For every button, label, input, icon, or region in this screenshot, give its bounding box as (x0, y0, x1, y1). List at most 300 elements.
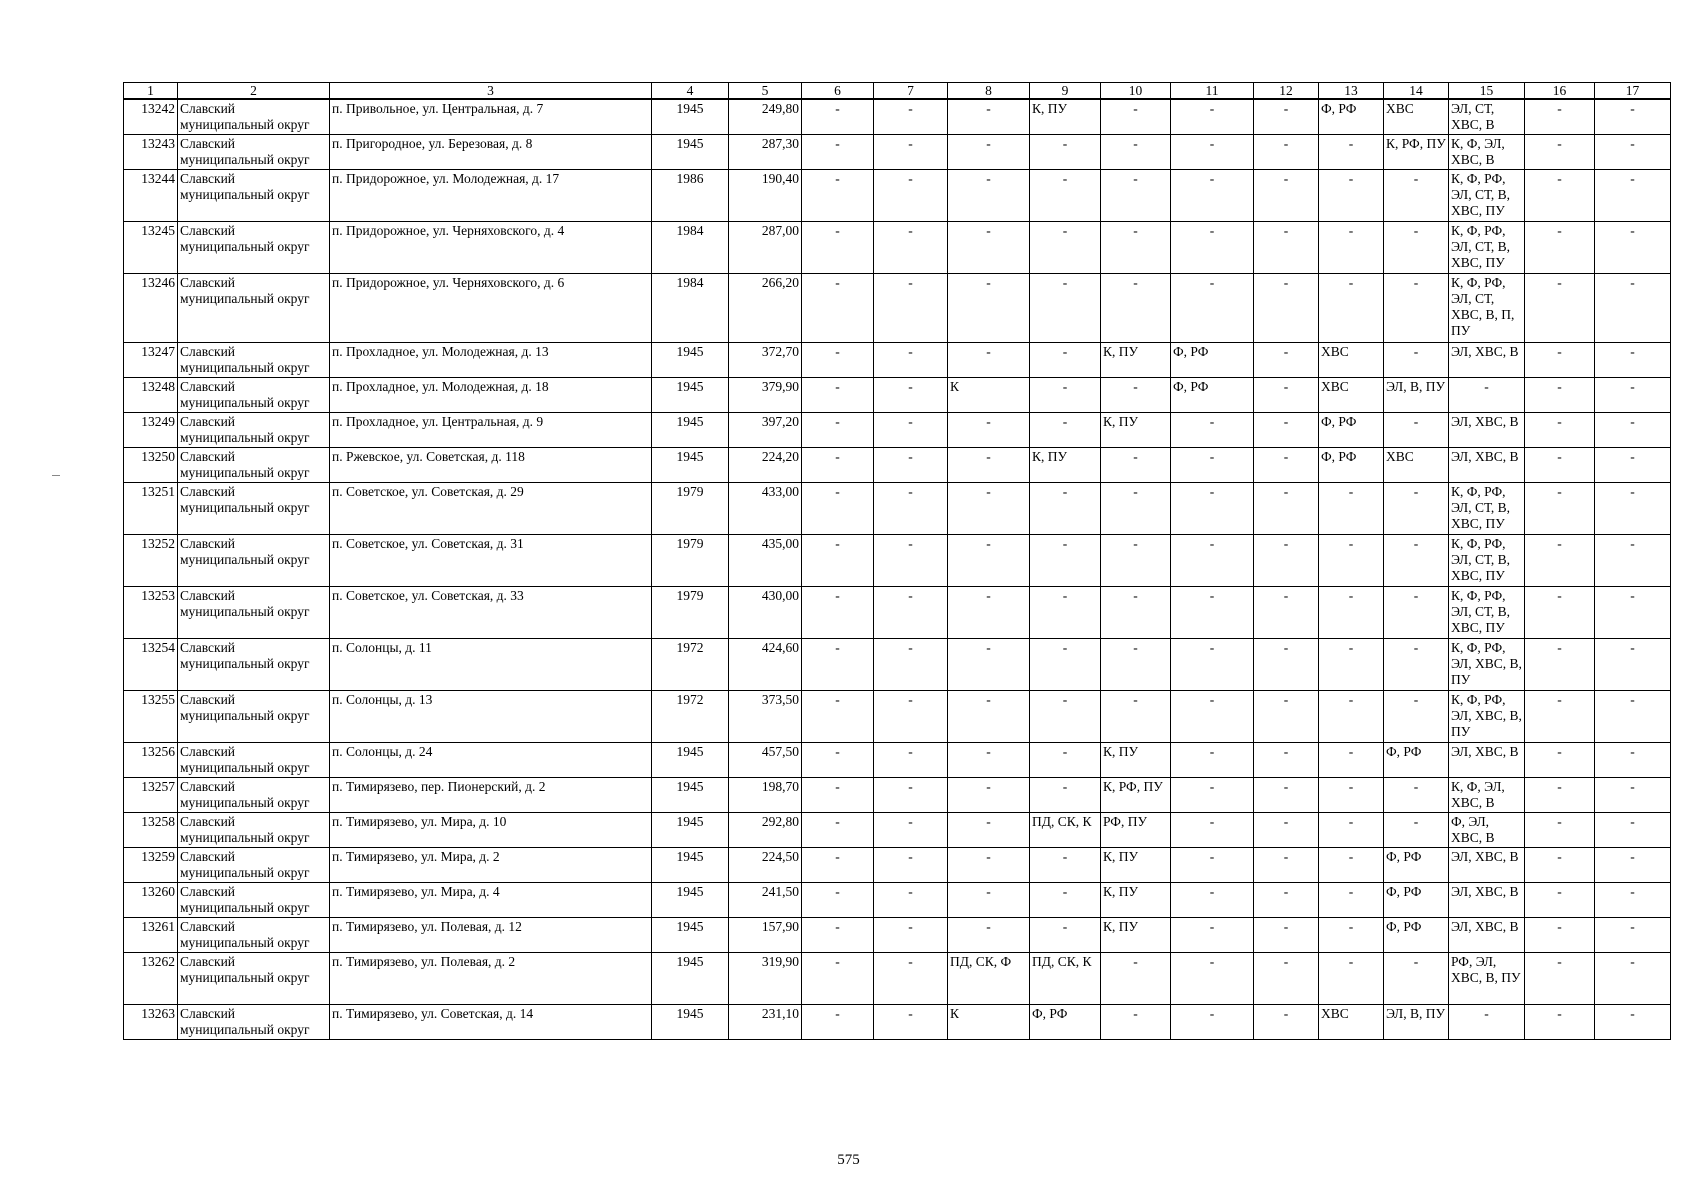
table-cell: п. Солонцы, д. 11 (330, 639, 652, 691)
table-cell: - (1254, 378, 1319, 413)
table-cell: - (1525, 483, 1595, 535)
table-cell: Ф, РФ (1319, 99, 1384, 135)
table-cell: - (1384, 343, 1449, 378)
table-cell: - (1525, 222, 1595, 274)
table-cell: - (1319, 639, 1384, 691)
table-cell: 13248 (124, 378, 178, 413)
table-cell: - (1384, 535, 1449, 587)
table-cell: 198,70 (729, 778, 802, 813)
table-cell: - (1171, 170, 1254, 222)
table-cell: - (1595, 448, 1671, 483)
table-cell: К, Ф, РФ, ЭЛ, ХВС, В, ПУ (1449, 691, 1525, 743)
table-cell: п. Тимирязево, ул. Мира, д. 10 (330, 813, 652, 848)
table-cell: - (1319, 587, 1384, 639)
table-cell: 287,30 (729, 135, 802, 170)
table-cell: - (1525, 448, 1595, 483)
table-cell: - (1171, 483, 1254, 535)
table-cell: - (1254, 483, 1319, 535)
table-cell: 157,90 (729, 918, 802, 953)
table-cell: 13243 (124, 135, 178, 170)
table-cell: ХВС (1319, 1005, 1384, 1040)
table-cell: - (948, 343, 1030, 378)
table-cell: п. Солонцы, д. 13 (330, 691, 652, 743)
table-cell: п. Тимирязево, ул. Мира, д. 4 (330, 883, 652, 918)
table-cell: - (874, 135, 948, 170)
table-cell: - (802, 483, 874, 535)
table-cell: 433,00 (729, 483, 802, 535)
table-cell: - (948, 813, 1030, 848)
table-cell: - (802, 535, 874, 587)
table-cell: 266,20 (729, 274, 802, 343)
table-cell: - (802, 378, 874, 413)
table-cell: - (1254, 953, 1319, 1005)
column-header-11: 11 (1171, 83, 1254, 100)
table-cell: - (1101, 483, 1171, 535)
table-row (124, 1005, 1671, 1040)
table-cell: 190,40 (729, 170, 802, 222)
table-cell: 1945 (652, 778, 729, 813)
table-cell: - (874, 170, 948, 222)
table-cell: - (1254, 639, 1319, 691)
table-cell: ЭЛ, ХВС, В (1449, 848, 1525, 883)
table-cell: 1945 (652, 918, 729, 953)
table-body (124, 99, 1671, 1040)
table-cell: - (1319, 953, 1384, 1005)
table-cell: - (802, 778, 874, 813)
table-cell: К (948, 1005, 1030, 1040)
table-cell: Славский муниципальный округ (178, 274, 330, 343)
table-cell: - (1525, 135, 1595, 170)
table-cell: 1979 (652, 587, 729, 639)
table-cell: 1986 (652, 170, 729, 222)
table-cell: К, РФ, ПУ (1384, 135, 1449, 170)
table-cell: Славский муниципальный округ (178, 848, 330, 883)
column-header-5: 5 (729, 83, 802, 100)
table-cell: - (948, 135, 1030, 170)
table-cell: К, РФ, ПУ (1101, 778, 1171, 813)
table-cell: - (1171, 778, 1254, 813)
table-cell: К, ПУ (1030, 448, 1101, 483)
table-cell: К, ПУ (1101, 413, 1171, 448)
table-cell: 231,10 (729, 1005, 802, 1040)
table-cell: п. Ржевское, ул. Советская, д. 118 (330, 448, 652, 483)
table-cell: - (1525, 778, 1595, 813)
column-header-13: 13 (1319, 83, 1384, 100)
table-cell: - (1254, 413, 1319, 448)
column-header-7: 7 (874, 83, 948, 100)
table-cell: ЭЛ, ХВС, В (1449, 413, 1525, 448)
table-cell: - (1319, 535, 1384, 587)
table-cell: - (1254, 1005, 1319, 1040)
table-cell: Ф, РФ (1171, 378, 1254, 413)
table-cell: ПД, СК, К (1030, 953, 1101, 1005)
table-cell: ЭЛ, ХВС, В (1449, 918, 1525, 953)
table-cell: Ф, РФ (1319, 448, 1384, 483)
column-header-6: 6 (802, 83, 874, 100)
table-cell: - (1384, 413, 1449, 448)
table-cell: ЭЛ, ХВС, В (1449, 883, 1525, 918)
table-cell: - (1030, 170, 1101, 222)
table-cell: - (874, 743, 948, 778)
table-cell: - (874, 587, 948, 639)
table-cell: - (1254, 535, 1319, 587)
table-cell: РФ, ЭЛ, ХВС, В, ПУ (1449, 953, 1525, 1005)
table-cell: - (874, 953, 948, 1005)
table-cell: К, Ф, РФ, ЭЛ, СТ, В, ХВС, ПУ (1449, 222, 1525, 274)
table-cell: п. Солонцы, д. 24 (330, 743, 652, 778)
table-cell: К, ПУ (1101, 848, 1171, 883)
table-cell: - (948, 222, 1030, 274)
table-cell: - (1525, 848, 1595, 883)
table-cell: 13246 (124, 274, 178, 343)
table-cell: Славский муниципальный округ (178, 691, 330, 743)
table-cell: К, Ф, РФ, ЭЛ, СТ, В, ХВС, ПУ (1449, 535, 1525, 587)
table-cell: - (1254, 222, 1319, 274)
table-cell: 13260 (124, 883, 178, 918)
table-cell: - (1384, 639, 1449, 691)
table-cell: - (1525, 99, 1595, 135)
table-cell: Славский муниципальный округ (178, 222, 330, 274)
table-cell: - (1030, 535, 1101, 587)
table-cell: - (1595, 1005, 1671, 1040)
table-cell: - (1319, 848, 1384, 883)
table-cell: - (1525, 883, 1595, 918)
table-cell: 292,80 (729, 813, 802, 848)
table-cell: К, ПУ (1101, 883, 1171, 918)
table-cell: - (948, 483, 1030, 535)
table-cell: п. Советское, ул. Советская, д. 29 (330, 483, 652, 535)
table-cell: - (1595, 274, 1671, 343)
table-cell: - (948, 848, 1030, 883)
table-cell: 287,00 (729, 222, 802, 274)
table-cell: ХВС (1384, 99, 1449, 135)
table-cell: - (1449, 378, 1525, 413)
table-cell: - (1254, 848, 1319, 883)
table-cell: - (874, 378, 948, 413)
table-cell: 13261 (124, 918, 178, 953)
table-cell: - (1525, 274, 1595, 343)
table-cell: ЭЛ, ХВС, В (1449, 448, 1525, 483)
table-cell: - (1384, 778, 1449, 813)
table-cell: - (874, 448, 948, 483)
table-cell: 1979 (652, 483, 729, 535)
table-cell: - (874, 918, 948, 953)
table-cell: Славский муниципальный округ (178, 413, 330, 448)
table-cell: 1972 (652, 639, 729, 691)
table-cell: К, ПУ (1101, 743, 1171, 778)
table-cell: 1945 (652, 413, 729, 448)
table-cell: - (1384, 274, 1449, 343)
page-number: 575 (837, 1152, 860, 1168)
column-header-10: 10 (1101, 83, 1171, 100)
table-cell: - (1595, 691, 1671, 743)
table-cell: - (1525, 813, 1595, 848)
table-cell: - (874, 813, 948, 848)
table-cell: Славский муниципальный округ (178, 743, 330, 778)
table-cell: - (1525, 639, 1595, 691)
table-cell: 224,20 (729, 448, 802, 483)
table-cell: - (1101, 639, 1171, 691)
table-cell: - (948, 170, 1030, 222)
table-cell: - (874, 483, 948, 535)
table-cell: - (1319, 691, 1384, 743)
table-cell: - (1030, 343, 1101, 378)
table-cell: К, ПУ (1101, 343, 1171, 378)
table-cell: Славский муниципальный округ (178, 99, 330, 135)
table-cell: - (1319, 778, 1384, 813)
table-cell: п. Привольное, ул. Центральная, д. 7 (330, 99, 652, 135)
table-row (124, 535, 1671, 587)
table-cell: - (874, 1005, 948, 1040)
table-cell: Славский муниципальный округ (178, 918, 330, 953)
table-cell: 1945 (652, 343, 729, 378)
table-row (124, 743, 1671, 778)
table-cell: 1979 (652, 535, 729, 587)
table-cell: 1945 (652, 378, 729, 413)
table-cell: Ф, РФ (1319, 413, 1384, 448)
table-cell: - (1101, 170, 1171, 222)
table-cell: 241,50 (729, 883, 802, 918)
column-header-12: 12 (1254, 83, 1319, 100)
table-cell: - (1101, 274, 1171, 343)
table-row (124, 953, 1671, 1005)
table-cell: 1945 (652, 953, 729, 1005)
table-cell: - (1525, 170, 1595, 222)
table-cell: К, ПУ (1101, 918, 1171, 953)
table-cell: 372,70 (729, 343, 802, 378)
table-cell: - (1030, 778, 1101, 813)
table-cell: - (1319, 135, 1384, 170)
table-cell: - (1101, 535, 1171, 587)
table-cell: п. Прохладное, ул. Центральная, д. 9 (330, 413, 652, 448)
table-cell: - (1171, 953, 1254, 1005)
table-cell: 13252 (124, 535, 178, 587)
table-cell: РФ, ПУ (1101, 813, 1171, 848)
table-cell: - (1101, 222, 1171, 274)
column-header-15: 15 (1449, 83, 1525, 100)
table-cell: 1984 (652, 222, 729, 274)
table-cell: 1945 (652, 1005, 729, 1040)
table-cell: 13263 (124, 1005, 178, 1040)
table-cell: - (1595, 222, 1671, 274)
table-cell: - (1030, 483, 1101, 535)
table-cell: 1984 (652, 274, 729, 343)
table-cell: ЭЛ, В, ПУ (1384, 378, 1449, 413)
table-cell: - (1030, 691, 1101, 743)
table-cell: Славский муниципальный округ (178, 170, 330, 222)
table-cell: 13242 (124, 99, 178, 135)
table-cell: - (874, 99, 948, 135)
table-cell: п. Пригородное, ул. Березовая, д. 8 (330, 135, 652, 170)
table-row (124, 639, 1671, 691)
table-cell: Ф, РФ (1384, 848, 1449, 883)
header-row (124, 83, 1671, 100)
table-row (124, 99, 1671, 135)
table-cell: 13253 (124, 587, 178, 639)
table-cell: Славский муниципальный округ (178, 778, 330, 813)
table-cell: - (1384, 813, 1449, 848)
table-cell: - (948, 535, 1030, 587)
table-cell: - (948, 448, 1030, 483)
table-cell: 1945 (652, 813, 729, 848)
table-cell: - (1254, 918, 1319, 953)
table-cell: - (802, 99, 874, 135)
table-cell: - (1254, 274, 1319, 343)
table-cell: - (1525, 691, 1595, 743)
table-cell: - (1319, 222, 1384, 274)
table-cell: - (874, 413, 948, 448)
table-cell: п. Тимирязево, ул. Полевая, д. 2 (330, 953, 652, 1005)
table-cell: 13251 (124, 483, 178, 535)
table-cell: 13255 (124, 691, 178, 743)
table-cell: - (1171, 535, 1254, 587)
table-cell: - (874, 848, 948, 883)
table-cell: Ф, РФ (1171, 343, 1254, 378)
table-cell: - (1030, 587, 1101, 639)
table-cell: Славский муниципальный округ (178, 883, 330, 918)
table-cell: - (1254, 813, 1319, 848)
table-cell: 1945 (652, 99, 729, 135)
table-cell: - (1525, 743, 1595, 778)
table-cell: 13249 (124, 413, 178, 448)
table-cell: - (1595, 778, 1671, 813)
table-cell: - (1171, 883, 1254, 918)
table-cell: - (1254, 778, 1319, 813)
table-row (124, 778, 1671, 813)
table-cell: - (948, 639, 1030, 691)
table-cell: К, Ф, РФ, ЭЛ, ХВС, В, ПУ (1449, 639, 1525, 691)
table-cell: - (1254, 448, 1319, 483)
table-cell: - (1595, 343, 1671, 378)
table-cell: п. Тимирязево, ул. Советская, д. 14 (330, 1005, 652, 1040)
table-cell: ХВС (1384, 448, 1449, 483)
table-cell: ПД, СК, Ф (948, 953, 1030, 1005)
table-cell: - (1101, 1005, 1171, 1040)
table-cell: 397,20 (729, 413, 802, 448)
table-cell: п. Придорожное, ул. Черняховского, д. 4 (330, 222, 652, 274)
table-cell: - (1319, 883, 1384, 918)
table-cell: - (1254, 743, 1319, 778)
table-cell: - (948, 918, 1030, 953)
table-cell: 13262 (124, 953, 178, 1005)
table-cell: - (1525, 1005, 1595, 1040)
table-cell: Славский муниципальный округ (178, 1005, 330, 1040)
table-cell: 13244 (124, 170, 178, 222)
table-cell: - (1030, 413, 1101, 448)
table-cell: Славский муниципальный округ (178, 639, 330, 691)
table-row (124, 413, 1671, 448)
table-cell: - (802, 135, 874, 170)
table-cell: - (1319, 483, 1384, 535)
table-cell: п. Тимирязево, пер. Пионерский, д. 2 (330, 778, 652, 813)
table-cell: - (802, 274, 874, 343)
table-cell: К, Ф, РФ, ЭЛ, СТ, В, ХВС, ПУ (1449, 170, 1525, 222)
table-cell: - (802, 1005, 874, 1040)
table-cell: - (1525, 587, 1595, 639)
column-header-3: 3 (330, 83, 652, 100)
table-cell: 13256 (124, 743, 178, 778)
table-cell: - (1319, 274, 1384, 343)
table-cell: - (1171, 135, 1254, 170)
table-cell: - (802, 848, 874, 883)
table-row (124, 274, 1671, 343)
column-header-9: 9 (1030, 83, 1101, 100)
table-cell: - (1319, 918, 1384, 953)
table-cell: п. Прохладное, ул. Молодежная, д. 18 (330, 378, 652, 413)
table-cell: - (1525, 535, 1595, 587)
table-cell: - (1254, 135, 1319, 170)
table-cell: - (948, 691, 1030, 743)
table-cell: - (1449, 1005, 1525, 1040)
table-cell: 13250 (124, 448, 178, 483)
table-cell: - (1319, 743, 1384, 778)
table-cell: - (1595, 883, 1671, 918)
table-cell: - (948, 778, 1030, 813)
table-cell: - (1319, 170, 1384, 222)
table-cell: Славский муниципальный округ (178, 535, 330, 587)
table-cell: ЭЛ, ХВС, В (1449, 343, 1525, 378)
table-cell: ЭЛ, ХВС, В (1449, 743, 1525, 778)
table-cell: - (1384, 170, 1449, 222)
table-cell: - (802, 413, 874, 448)
table-cell: К, Ф, РФ, ЭЛ, СТ, В, ХВС, ПУ (1449, 587, 1525, 639)
table-cell: 373,50 (729, 691, 802, 743)
column-header-17: 17 (1595, 83, 1671, 100)
register-table (123, 82, 1671, 1040)
table-cell: - (1101, 99, 1171, 135)
column-header-8: 8 (948, 83, 1030, 100)
table-cell: 319,90 (729, 953, 802, 1005)
table-cell: - (1030, 918, 1101, 953)
table-row (124, 918, 1671, 953)
table-cell: - (1171, 222, 1254, 274)
table-cell: - (1171, 639, 1254, 691)
table-row (124, 378, 1671, 413)
table-cell: Ф, РФ (1030, 1005, 1101, 1040)
table-cell: - (874, 535, 948, 587)
table-cell: - (1254, 343, 1319, 378)
table-cell: п. Советское, ул. Советская, д. 33 (330, 587, 652, 639)
table-cell: - (1254, 587, 1319, 639)
table-cell: - (1595, 639, 1671, 691)
table-cell: - (1595, 848, 1671, 883)
table-cell: Славский муниципальный округ (178, 587, 330, 639)
table-cell: - (1171, 587, 1254, 639)
table-cell: 249,80 (729, 99, 802, 135)
table-cell: - (1254, 691, 1319, 743)
table-row (124, 483, 1671, 535)
table-cell: 13258 (124, 813, 178, 848)
table-row (124, 587, 1671, 639)
table-cell: - (802, 587, 874, 639)
table-cell: - (802, 170, 874, 222)
table-cell: - (1595, 135, 1671, 170)
table-cell: Ф, РФ (1384, 883, 1449, 918)
table-cell: 13259 (124, 848, 178, 883)
table-cell: - (802, 813, 874, 848)
table-cell: Славский муниципальный округ (178, 343, 330, 378)
table-cell: - (1384, 222, 1449, 274)
table-cell: - (1171, 1005, 1254, 1040)
table-cell: - (948, 413, 1030, 448)
table-cell: ЭЛ, СТ, ХВС, В (1449, 99, 1525, 135)
table-cell: 424,60 (729, 639, 802, 691)
table-cell: - (1101, 135, 1171, 170)
table-cell: п. Тимирязево, ул. Полевая, д. 12 (330, 918, 652, 953)
table-cell: - (1595, 918, 1671, 953)
table-cell: - (802, 743, 874, 778)
table-cell: 1945 (652, 848, 729, 883)
